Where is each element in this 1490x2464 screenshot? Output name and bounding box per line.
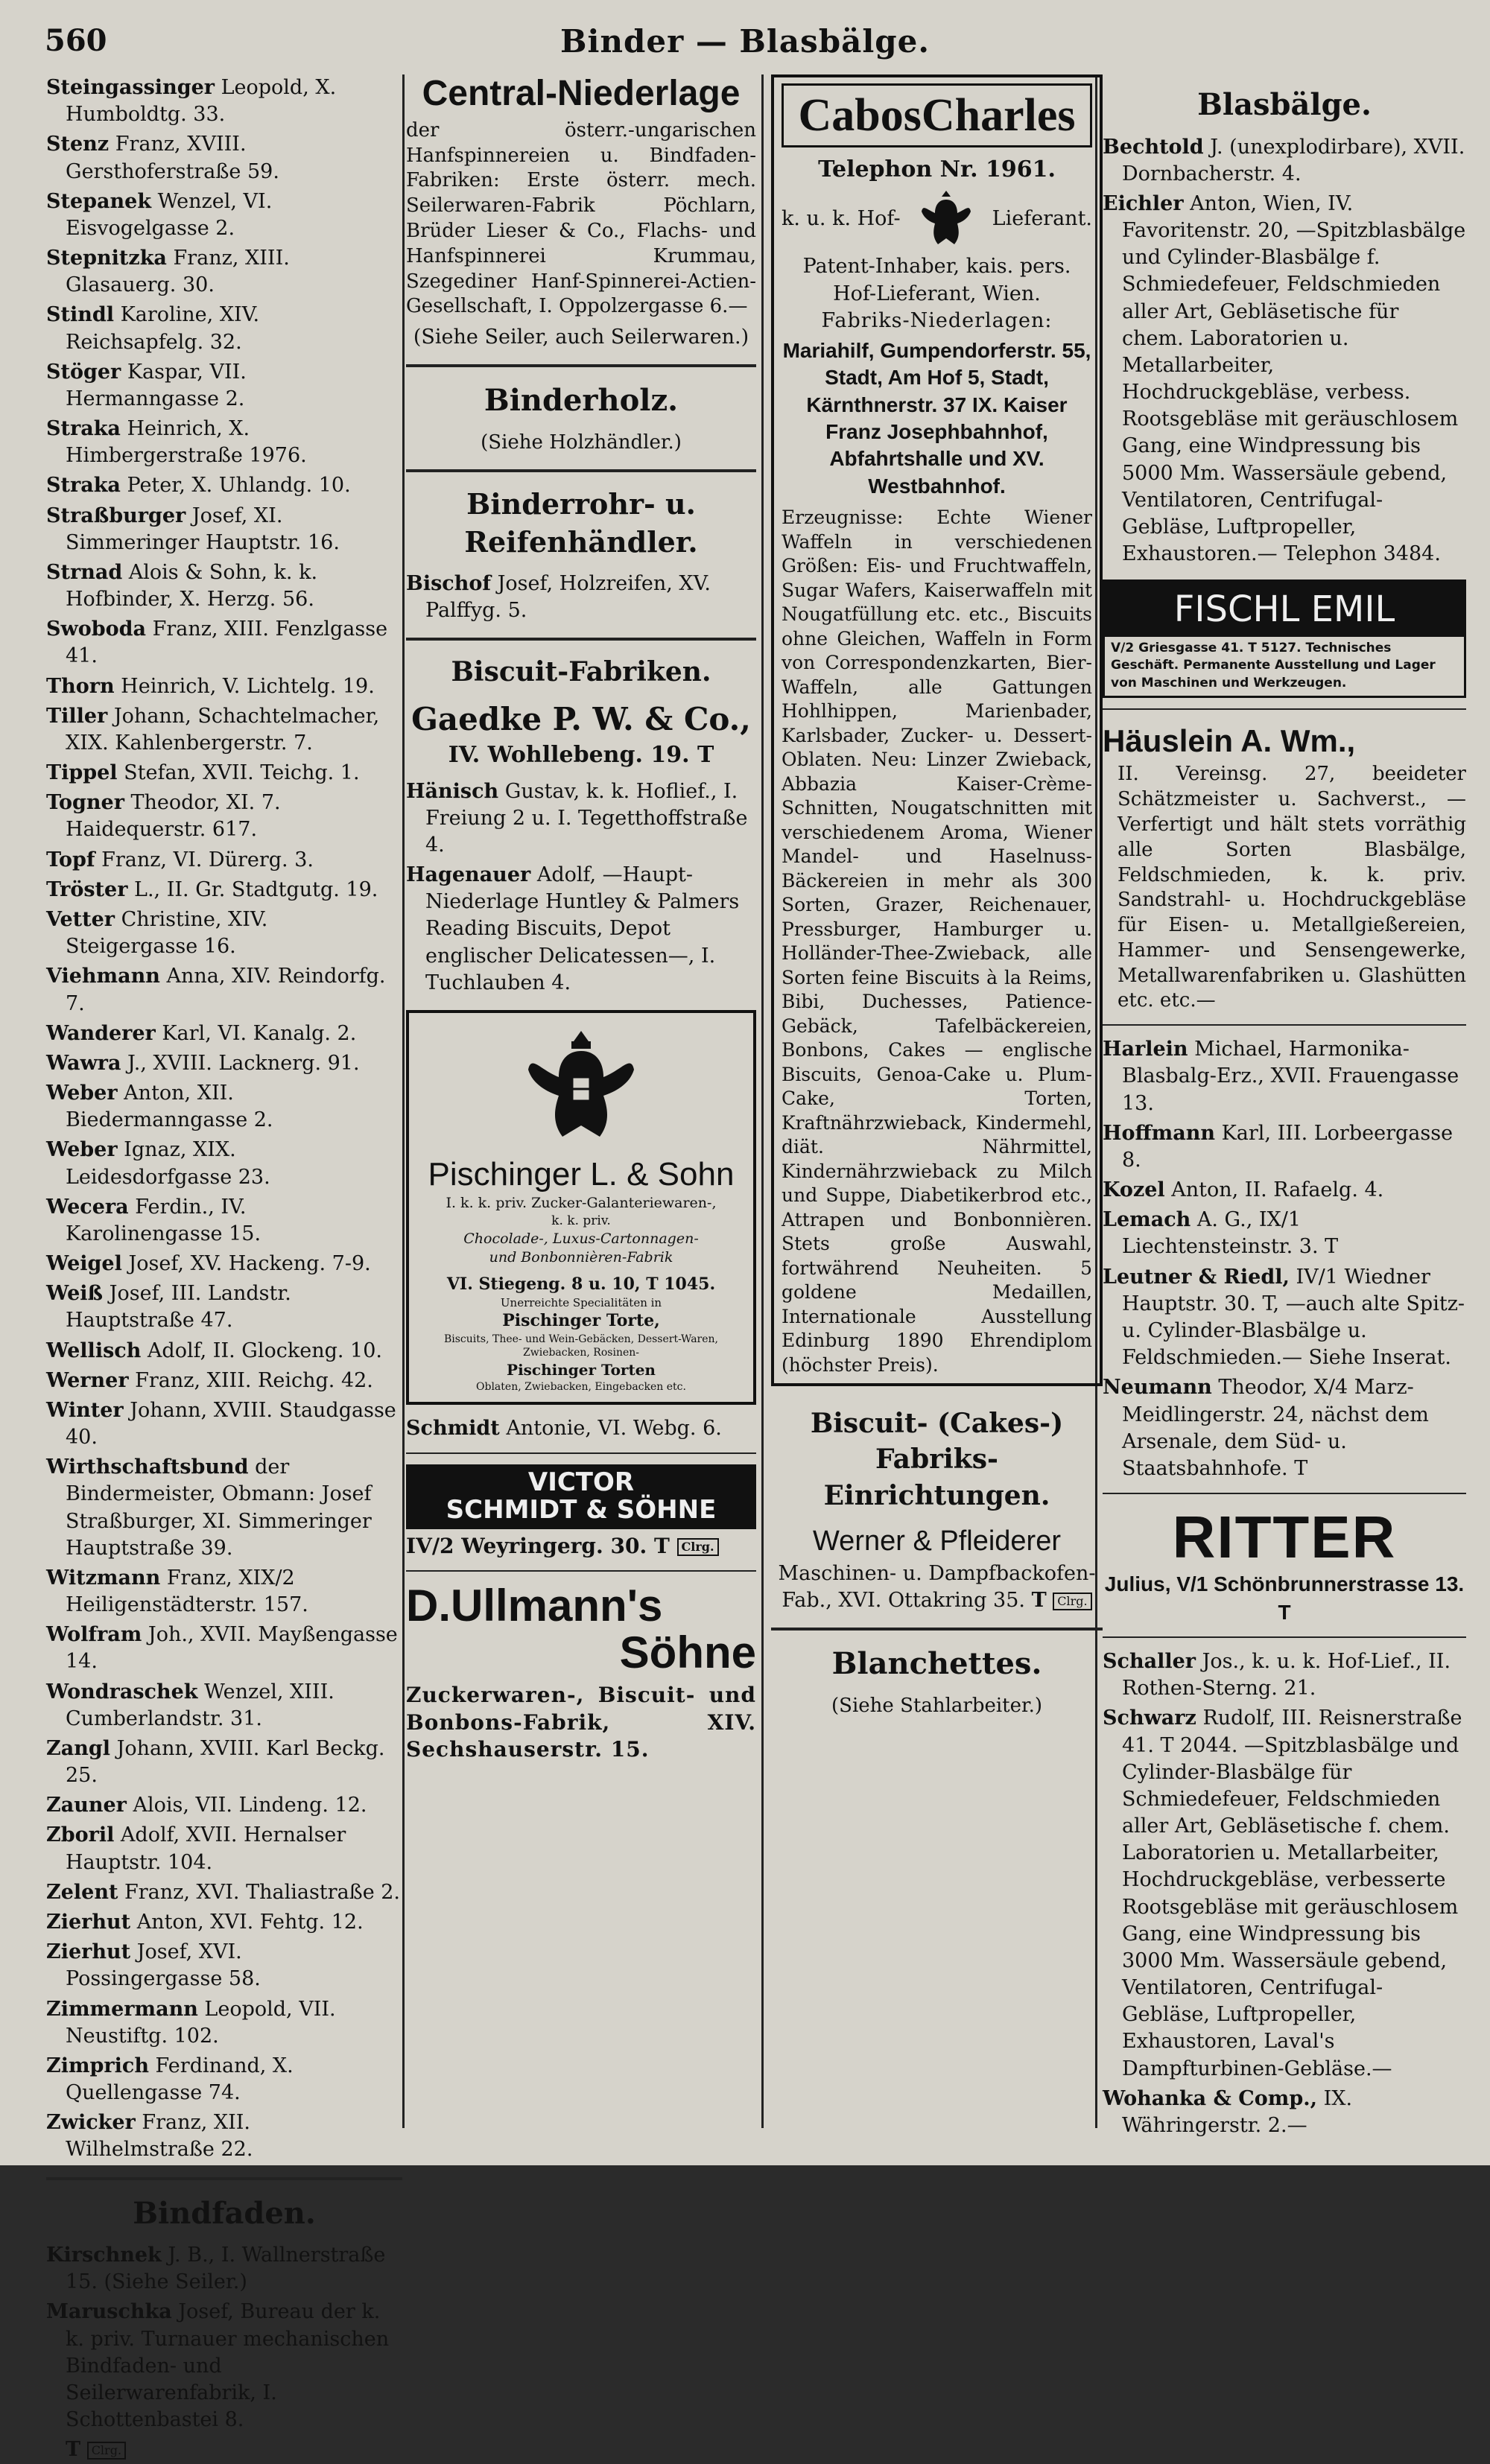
entry-name: Zimprich bbox=[46, 2054, 149, 2077]
entry-text: A. G., IX/1 Liechtensteinstr. 3. T bbox=[1122, 1208, 1339, 1259]
entry-name: Witzmann bbox=[46, 1566, 161, 1590]
entry-text: Anna, XIV. Reindorfg. 7. bbox=[66, 965, 386, 1015]
entry-text: Ignaz, XIX. Leidesdorfgasse 23. bbox=[66, 1138, 270, 1189]
list-item bbox=[1103, 1705, 1466, 2082]
ullmann-subtitle: Söhne bbox=[619, 1628, 756, 1678]
page-number: 560 bbox=[45, 23, 107, 58]
entry-text: Josef, XVI. Possingergasse 58. bbox=[66, 1940, 261, 1991]
entry-text: Anton, XII. Biedermanngasse 2. bbox=[66, 1082, 273, 1132]
list-item bbox=[46, 616, 402, 670]
section-title-cakes: Biscuit- (Cakes-) Fabriks-Einrichtungen. bbox=[810, 1408, 1064, 1511]
list-item bbox=[1103, 1264, 1466, 1372]
entry-name: Tröster bbox=[46, 877, 128, 901]
werner-text bbox=[771, 1560, 1103, 1614]
entry-text: Gustav, k. k. Hoflief., I. Freiung 2 u. I. Tegetthoffstraße 4. bbox=[425, 779, 748, 857]
list-item bbox=[46, 1879, 402, 1906]
phone-mark: T bbox=[1031, 1589, 1047, 1613]
column-2 bbox=[406, 74, 756, 1763]
central-niederlage-title: Central-Niederlage bbox=[422, 74, 741, 113]
entry-name: Wondraschek bbox=[46, 1680, 198, 1703]
werner-address: Maschinen- u. Dampfbackofen-Fab., XVI. Ottakring 35. bbox=[778, 1561, 1096, 1613]
entry-name: Winter bbox=[46, 1398, 124, 1422]
gaedke-title: Gaedke P. W. & Co., bbox=[411, 701, 751, 738]
list-item bbox=[46, 963, 402, 1017]
list-item bbox=[1103, 1177, 1466, 1204]
entry-text: Franz, XII. Wilhelmstraße 22. bbox=[66, 2111, 253, 2162]
entry-name: Weigel bbox=[46, 1252, 122, 1276]
list-item bbox=[46, 1368, 402, 1394]
cabos-patent: Patent-Inhaber, kais. pers. Hof-Lieferant, Wien. bbox=[802, 255, 1071, 305]
entry-name: Tiller bbox=[46, 704, 108, 728]
entry-text: Kaspar, VII. Hermanngasse 2. bbox=[66, 360, 247, 410]
entry-name: Wawra bbox=[46, 1051, 121, 1075]
list-item bbox=[46, 673, 402, 700]
clrg-tag: Clrg. bbox=[1053, 1593, 1091, 1610]
entry-text: Franz, XIX/2 Heiligenstädterstr. 157. bbox=[66, 1566, 308, 1617]
pischinger-line: I. k. k. priv. Zucker-Galanteriewaren-, bbox=[446, 1194, 717, 1211]
entry-name: Viehmann bbox=[46, 965, 160, 988]
divider bbox=[406, 1570, 756, 1572]
list-item bbox=[1103, 1120, 1466, 1174]
list-item bbox=[46, 1080, 402, 1134]
entry-text: der Bindermeister, Obmann: Josef Straßburger, XI. Simmeringer Hauptstraße 39. bbox=[66, 1455, 372, 1560]
cabos-hoflieferant bbox=[782, 189, 1092, 249]
cabos-title: CabosCharles bbox=[782, 83, 1092, 147]
entry-text: Heinrich, V. Lichtelg. 19. bbox=[114, 674, 375, 698]
entry-text: Alois, VII. Lindeng. 12. bbox=[126, 1794, 367, 1817]
entry-name: Stepnitzka bbox=[46, 247, 167, 270]
section-title-binderrohr: Binderrohr- u. Reifenhändler. bbox=[464, 486, 698, 559]
divider bbox=[406, 1452, 756, 1454]
list-item bbox=[46, 359, 402, 413]
list-item bbox=[1103, 1374, 1466, 1482]
pischinger-line: Pischinger Torten bbox=[507, 1361, 656, 1379]
cabos-niederlagen-label: Fabriks-Niederlagen: bbox=[821, 308, 1053, 332]
binder-list bbox=[46, 74, 402, 2164]
list-item bbox=[46, 2299, 402, 2433]
entry-text: Jos., k. u. k. Hof-Lief., II. Rothen-Sterng. 21. bbox=[1122, 1650, 1451, 1701]
list-item bbox=[46, 1280, 402, 1334]
entry-text: Theodor, XI. 7. Haidequerstr. 617. bbox=[66, 791, 281, 842]
divider bbox=[406, 638, 756, 641]
entry-text: Stefan, XVII. Teichg. 1. bbox=[117, 761, 360, 785]
gaedke-address: IV. Wohllebeng. 19. T bbox=[448, 742, 714, 769]
haeuslein-title: Häuslein A. Wm., bbox=[1103, 723, 1356, 759]
cabos-addresses: Mariahilf, Gumpendorferstr. 55, Stadt, Am Hof 5, Stadt, Kärnthnerstr. 37 IX. Kaiser Franz Josephbahnhof, Abfahrtshalle und XV. Westbahnhof. bbox=[782, 338, 1091, 498]
entry-text: Leopold, X. Humboldtg. 33. bbox=[66, 76, 337, 127]
pischinger-line: Biscuits, Thee- und Wein-Gebäcken, Dessert-Waren, Zwiebacken, Rosinen- bbox=[443, 1333, 719, 1359]
entry-name: Stindl bbox=[46, 303, 114, 327]
entry-name: Leutner & Riedl, bbox=[1103, 1265, 1290, 1289]
list-item bbox=[1103, 1207, 1466, 1260]
entry-text: Rudolf, III. Reisnerstraße 41. T 2044. —Spitzblasbälge und Cylinder-Blasbälge für Schmiedefeuer, Feldschmieden aller Art, Gebläsetische f. chem. Laboratorien u. Metallarbeiter, Hochdruckgebläse, verbesserte Rootsgebläse mit geräuschlosem Gang, eine Windpressung bis 3000 Mm. Wassersäule gebend, Ventilatoren, Centrifugal-Gebläse, Luftpropeller, Exhaustoren, Laval's Dampfturbinen-Gebläse.— bbox=[1122, 1706, 1462, 2080]
pischinger-line: k. k. priv. bbox=[551, 1213, 611, 1229]
entry-name: Hänisch bbox=[406, 779, 499, 803]
list-item bbox=[46, 1939, 402, 1993]
entry-text: Wenzel, VI. Eisvogelgasse 2. bbox=[66, 189, 273, 240]
list-item bbox=[46, 790, 402, 843]
list-item bbox=[46, 188, 402, 242]
victor-line: SCHMIDT & SÖHNE bbox=[446, 1495, 717, 1525]
list-item bbox=[406, 778, 756, 860]
cabos-telephone: Telephon Nr. 1961. bbox=[818, 156, 1056, 183]
entry-name: Tippel bbox=[46, 761, 118, 785]
list-item bbox=[46, 2109, 402, 2163]
entry-name: Stepanek bbox=[46, 189, 152, 213]
list-item bbox=[46, 2053, 402, 2106]
entry-name: Strnad bbox=[46, 560, 123, 584]
entry-text: Josef, XI. Simmeringer Hauptstr. 16. bbox=[66, 504, 340, 554]
list-item bbox=[46, 906, 402, 960]
list-item bbox=[1103, 2086, 1466, 2139]
fischl-emil-banner: FISCHL EMIL bbox=[1103, 580, 1466, 636]
divider bbox=[1103, 1636, 1466, 1638]
list-item bbox=[1103, 191, 1466, 568]
divider bbox=[406, 469, 756, 472]
entry-name: Zboril bbox=[46, 1823, 115, 1847]
entry-text: J., XVIII. Lacknerg. 91. bbox=[121, 1051, 360, 1075]
victor-schmidt-banner bbox=[406, 1464, 756, 1529]
entry-text: Anton, Wien, IV. Favoritenstr. 20, —Spitzblasbälge und Cylinder-Blasbälge f. Schmiedefeuer, Feldschmieden aller Art, Gebläsetische für chem. Laboratorien u. Metallarbeiter, Hochdruckgebläse, verbess. Rootsgebläse mit geräuschlosem Gang, eine Windpressung bis 5000 Mm. Wassersäule gebend, Ventilatoren, Centrifugal-Gebläse, Luftpropeller, Exhaustoren.— Telephon 3484. bbox=[1122, 191, 1466, 566]
column-rule bbox=[402, 74, 405, 2128]
entry-name: Topf bbox=[46, 848, 95, 871]
entry-name: Bechtold bbox=[1103, 135, 1204, 159]
clrg-tag: Clrg. bbox=[677, 1538, 719, 1556]
entry-text: Karoline, XIV. Reichsapfelg. 32. bbox=[66, 303, 260, 354]
divider bbox=[1103, 1493, 1466, 1494]
entry-name: Stöger bbox=[46, 360, 121, 384]
list-item bbox=[46, 1454, 402, 1562]
page-header bbox=[45, 21, 1445, 66]
entry-text: Wenzel, XIII. Cumberlandstr. 31. bbox=[66, 1680, 335, 1730]
blanchettes-note: (Siehe Stahlarbeiter.) bbox=[831, 1694, 1042, 1717]
werner-title: Werner & Pfleiderer bbox=[813, 1525, 1061, 1557]
entry-text: Josef, XV. Hackeng. 7-9. bbox=[121, 1252, 371, 1276]
entry-name: Zwicker bbox=[46, 2111, 136, 2135]
cabos-body: Erzeugnisse: Echte Wiener Waffeln in verschiedenen Größen: Eis- und Fruchtwaffeln, Sugar Wafers, Kaiserwaffeln mit Nougatfüllung etc. etc., Biscuits ohne Gleichen, Waffeln in Form von Correspondenzkarten, Bier-Waffeln, alle Gattungen Hohlhippen, Marienbader, Karlsbader, Zucker- u. Dessert-Oblaten. Neu: Linzer Zwieback, Abbazia Kaiser-Crème-Schnitten, Nougatschnitten mit verschiedenem Aroma, Wiener Mandel- und Haselnuss-Bäckereien in mehr als 300 Sorten, Grazer, Reichenauer, Pressburger, Hamburger u. Holländer-Thee-Zwieback, alle Sorten feine Biscuits à la Reims, Bibi, Duchesses, Patience-Gebäck, Tafelbäckereien, Bonbons, Cakes — englische Biscuits, Genoa-Cake u. Plum-Cake, Torten, Kraftnährzwieback, Kindermehl, diät. Nährmittel, Kindernährzwieback zu Milch und Suppe, Diabetikerbrod etc., Attrapen und Bonbonnièren. Stets große Auswahl, fortwährend Neuheiten. 5 goldene Medaillen, Internationale Ausstellung Edinburg 1890 Ehrendiplom (höchster Preis). bbox=[782, 507, 1092, 1376]
entry-text: Franz, XIII. Fenzlgasse 41. bbox=[66, 617, 388, 668]
entry-text: J. B., I. Wallnerstraße 15. (Siehe Seiler.) bbox=[66, 2244, 386, 2294]
entry-name: Swoboda bbox=[46, 617, 147, 641]
list-item bbox=[406, 1415, 756, 1442]
entry-name: Thorn bbox=[46, 674, 115, 698]
entry-name: Eichler bbox=[1103, 191, 1184, 215]
entry-text: L., II. Gr. Stadtgutg. 19. bbox=[127, 877, 378, 901]
list-item bbox=[46, 559, 402, 613]
column-1 bbox=[46, 74, 402, 2464]
entry-name: Weber bbox=[46, 1138, 118, 1162]
list-item bbox=[46, 1622, 402, 1675]
entry-name: Togner bbox=[46, 791, 124, 815]
list-item bbox=[1103, 1648, 1466, 1702]
list-item bbox=[46, 703, 402, 757]
victor-address bbox=[406, 1532, 756, 1560]
entry-text: Adolf, II. Glockeng. 10. bbox=[141, 1339, 382, 1362]
entry-name: Kozel bbox=[1103, 1178, 1165, 1202]
section-title-blasbaelge: Blasbälge. bbox=[1197, 87, 1372, 122]
list-item bbox=[46, 2242, 402, 2296]
entry-name: Zelent bbox=[46, 1880, 118, 1904]
list-item bbox=[46, 1679, 402, 1733]
entry-name: Zimmermann bbox=[46, 1997, 198, 2021]
entry-name: Weiß bbox=[46, 1282, 104, 1306]
entry-text: Johann, Schachtelmacher, XIX. Kahlenbergerstr. 7. bbox=[66, 704, 380, 755]
phone-mark: T bbox=[66, 2438, 81, 2462]
blasbaelge-list bbox=[1103, 1648, 1466, 2139]
list-item bbox=[406, 571, 756, 624]
entry-text: IX. Währingerstr. 2.— bbox=[1122, 2086, 1353, 2137]
entry-text: Franz, XVI. Thaliastraße 2. bbox=[118, 1880, 401, 1904]
pischinger-title: Pischinger L. & Sohn bbox=[428, 1155, 735, 1193]
list-item bbox=[46, 131, 402, 185]
entry-name: Straßburger bbox=[46, 504, 186, 527]
entry-name: Harlein bbox=[1103, 1038, 1188, 1061]
haeuslein-text: II. Vereinsg. 27, beeideter Schätzmeister u. Sachverst., —Verfertigt und hält stets vorräthig alle Sorten Blasbälge, Feldschmieden, k. k. priv. Sandstrahl- u. Hochdruckgebläse für Eisen- u. Metallgießereien, Hammer- und Sensengewerke, Metallwarenfabriken u. Glashütten etc. etc.— bbox=[1118, 763, 1466, 1012]
entry-name: Kirschnek bbox=[46, 2244, 162, 2267]
column-4 bbox=[1103, 74, 1466, 2142]
pischinger-ad bbox=[406, 1010, 756, 1405]
column-3 bbox=[771, 74, 1103, 1730]
pischinger-address: VI. Stiegeng. 8 u. 10, T 1045. bbox=[446, 1274, 716, 1294]
section-title-binderholz: Binderholz. bbox=[484, 383, 679, 419]
list-item bbox=[46, 1020, 402, 1047]
entry-text: Franz, XVIII. Gersthoferstraße 59. bbox=[66, 133, 279, 183]
entry-name: Werner bbox=[46, 1368, 129, 1392]
fischl-emil-text: V/2 Griesgasse 41. T 5127. Technisches Geschäft. Permanente Ausstellung und Lager von Maschinen und Werkzeugen. bbox=[1103, 637, 1466, 698]
entry-name: Wirthschaftsbund bbox=[46, 1455, 249, 1479]
list-item bbox=[46, 1996, 402, 2050]
section-title-bindfaden: Bindfaden. bbox=[133, 2195, 316, 2231]
pischinger-line: Oblaten, Zwiebacken, Eingebacken etc. bbox=[476, 1381, 686, 1394]
pischinger-line: Chocolade-, Luxus-Cartonnagen- bbox=[463, 1230, 699, 1247]
entry-name: Hoffmann bbox=[1103, 1121, 1216, 1145]
central-niederlage-note: (Siehe Seiler, auch Seilerwaren.) bbox=[413, 326, 749, 349]
column-rule bbox=[761, 74, 764, 2128]
entry-text: Ferdin., IV. Karolinengasse 15. bbox=[66, 1195, 261, 1245]
entry-name: Maruschka bbox=[46, 2300, 172, 2324]
cabos-lieferant: Lieferant. bbox=[992, 207, 1092, 231]
pischinger-line: und Bonbonnièren-Fabrik bbox=[489, 1249, 673, 1266]
entry-text: Michael, Harmonika-Blasbalg-Erz., XVII. Frauengasse 13. bbox=[1122, 1038, 1459, 1115]
entry-text: Alois & Sohn, k. k. Hofbinder, X. Herzg. 56. bbox=[66, 560, 318, 612]
pischinger-line: Pischinger Torte, bbox=[502, 1311, 660, 1331]
ullmann-text: Zuckerwaren-, Biscuit- und Bonbons-Fabrik, XIV. Sechshauserstr. 15. bbox=[406, 1683, 756, 1762]
entry-name: Hagenauer bbox=[406, 863, 531, 887]
entry-name: Zierhut bbox=[46, 1911, 131, 1934]
entry-name: Zierhut bbox=[46, 1940, 131, 1964]
entry-name: Bischof bbox=[406, 571, 491, 595]
entry-name: Neumann bbox=[1103, 1376, 1212, 1400]
entry-text: J. (unexplodirbare), XVII. Dornbacherstr. 4. bbox=[1122, 135, 1465, 185]
divider bbox=[771, 1628, 1103, 1631]
entry-text: Josef, Bureau der k. k. priv. Turnauer mechanischen Bindfaden- und Seilerwarenfabrik, I. Schottenbastei 8. bbox=[66, 2300, 390, 2432]
entry-text: Karl, VI. Kanalg. 2. bbox=[155, 1021, 357, 1045]
divider bbox=[406, 364, 756, 367]
section-title-blanchettes: Blanchettes. bbox=[831, 1646, 1042, 1682]
page-title: Binder — Blasbälge. bbox=[559, 23, 930, 60]
entry-name: Stenz bbox=[46, 133, 110, 156]
list-item bbox=[46, 1338, 402, 1365]
list-item bbox=[46, 1251, 402, 1277]
section-title-biscuit: Biscuit-Fabriken. bbox=[451, 655, 711, 688]
divider bbox=[1103, 1024, 1466, 1026]
list-item bbox=[406, 862, 756, 997]
blasbaelge-list bbox=[1103, 1036, 1466, 1482]
list-item bbox=[46, 760, 402, 787]
entry-text: IV/1 Wiedner Hauptstr. 30. T, —auch alte Spitz- u. Cylinder-Blasbälge u. Feldschmieden.— Siehe Inserat. bbox=[1122, 1265, 1465, 1370]
binderholz-note: (Siehe Holzhändler.) bbox=[481, 431, 682, 454]
list-item bbox=[46, 1792, 402, 1819]
list-item bbox=[46, 1194, 402, 1248]
entry-text: Johann, XVIII. Staudgasse 40. bbox=[66, 1398, 396, 1449]
entry-name: Weber bbox=[46, 1082, 118, 1105]
entry-text: Antonie, VI. Webg. 6. bbox=[499, 1416, 722, 1440]
entry-name: Wohanka & Comp., bbox=[1103, 2086, 1318, 2110]
entry-name: Zangl bbox=[46, 1736, 110, 1760]
entry-name: Straka bbox=[46, 474, 121, 498]
list-item bbox=[1103, 1036, 1466, 1117]
pischinger-line: Unerreichte Specialitäten in bbox=[500, 1296, 662, 1310]
ullmann-title: D.Ullmann's bbox=[406, 1581, 663, 1631]
list-item bbox=[46, 503, 402, 556]
entry-text: Leopold, VII. Neustiftg. 102. bbox=[66, 1997, 336, 2048]
entry-text: Josef, III. Landstr. Hauptstraße 47. bbox=[66, 1282, 291, 1333]
entry-name: Vetter bbox=[46, 907, 115, 931]
list-item bbox=[46, 245, 402, 299]
victor-line: VICTOR bbox=[527, 1467, 635, 1497]
entry-text: Theodor, X/4 Marz-Meidlingerstr. 24, nächst dem Arsenale, dem Süd- u. Staatsbahnhofe. T bbox=[1122, 1376, 1429, 1480]
entry-name: Wellisch bbox=[46, 1339, 142, 1362]
entry-text: Adolf, —Haupt-Niederlage Huntley & Palmers Reading Biscuits, Depot englischer Delicatessen—, I. Tuchlauben 4. bbox=[425, 863, 740, 994]
entry-name: Straka bbox=[46, 417, 121, 441]
entry-name: Lemach bbox=[1103, 1208, 1191, 1232]
list-item bbox=[46, 472, 402, 499]
entry-text: Karl, III. Lorbeergasse 8. bbox=[1122, 1121, 1453, 1172]
double-eagle-icon bbox=[525, 1025, 637, 1152]
entry-text: Peter, X. Uhlandg. 10. bbox=[120, 474, 351, 498]
entry-text: Joh., XVII. Mayßengasse 14. bbox=[66, 1623, 398, 1674]
entry-text: Josef, Holzreifen, XV. Palffyg. 5. bbox=[425, 571, 711, 622]
entry-text: Franz, VI. Dürerg. 3. bbox=[95, 848, 314, 871]
entry-name: Wanderer bbox=[46, 1021, 156, 1045]
entry-name: Steingassinger bbox=[46, 76, 215, 99]
maruschka-phone bbox=[46, 2436, 402, 2463]
list-item bbox=[46, 416, 402, 469]
list-item bbox=[46, 1565, 402, 1619]
list-item bbox=[46, 1822, 402, 1876]
entry-name: Wolfram bbox=[46, 1623, 142, 1647]
entry-text: Franz, XIII. Reichg. 42. bbox=[128, 1368, 373, 1392]
list-item bbox=[46, 847, 402, 874]
double-eagle-icon bbox=[920, 189, 972, 249]
list-item bbox=[46, 1736, 402, 1789]
ritter-text: Julius, V/1 Schönbrunnerstrasse 13. T bbox=[1104, 1572, 1465, 1624]
entry-name: Schaller bbox=[1103, 1650, 1196, 1674]
victor-address-text: IV/2 Weyringerg. 30. T bbox=[406, 1533, 670, 1558]
entry-text: Heinrich, X. Himbergerstraße 1976. bbox=[66, 417, 307, 468]
blasbaelge-list bbox=[1103, 134, 1466, 568]
entry-name: Schmidt bbox=[406, 1416, 500, 1440]
entry-name: Wecera bbox=[46, 1195, 129, 1219]
bindfaden-list bbox=[46, 2242, 402, 2433]
entry-name: Zauner bbox=[46, 1794, 127, 1817]
list-item bbox=[46, 74, 402, 128]
list-item bbox=[46, 302, 402, 355]
entry-text: Adolf, XVII. Hernalser Hauptstr. 104. bbox=[66, 1823, 346, 1874]
list-item bbox=[46, 1397, 402, 1451]
list-item bbox=[46, 1137, 402, 1190]
entry-text: Anton, II. Rafaelg. 4. bbox=[1164, 1178, 1384, 1202]
list-item bbox=[46, 1050, 402, 1077]
list-item bbox=[46, 877, 402, 904]
central-niederlage-text: der österr.-ungarischen Hanfspinnereien u. Bindfaden-Fabriken: Erste österr. mech. Seilerwaren-Fabrik Pöchlarn, Brüder Lieser & Co., Flachs- und Hanfspinnerei Krummau, Szegediner Hanf-Spinnerei-Actien-Gesellschaft, I. Oppolzergasse 6.— bbox=[406, 118, 756, 318]
cabos-charles-ad bbox=[771, 74, 1103, 1386]
entry-name: Schwarz bbox=[1103, 1706, 1196, 1730]
divider bbox=[1103, 708, 1466, 710]
entry-text: Johann, XVIII. Karl Beckg. 25. bbox=[66, 1736, 385, 1788]
entry-text: Christine, XIV. Steigergasse 16. bbox=[66, 907, 268, 959]
list-item bbox=[46, 1909, 402, 1936]
ritter-title: RITTER bbox=[1172, 1504, 1397, 1571]
cabos-kuk: k. u. k. Hof- bbox=[782, 207, 901, 231]
entry-text: Franz, XIII. Glasauerg. 30. bbox=[66, 247, 290, 297]
list-item bbox=[1103, 134, 1466, 188]
divider bbox=[46, 2177, 402, 2180]
entry-text: Anton, XVI. Fehtg. 12. bbox=[130, 1911, 364, 1934]
entry-text: Ferdinand, X. Quellengasse 74. bbox=[66, 2054, 294, 2105]
clrg-tag: Clrg. bbox=[87, 2442, 126, 2460]
